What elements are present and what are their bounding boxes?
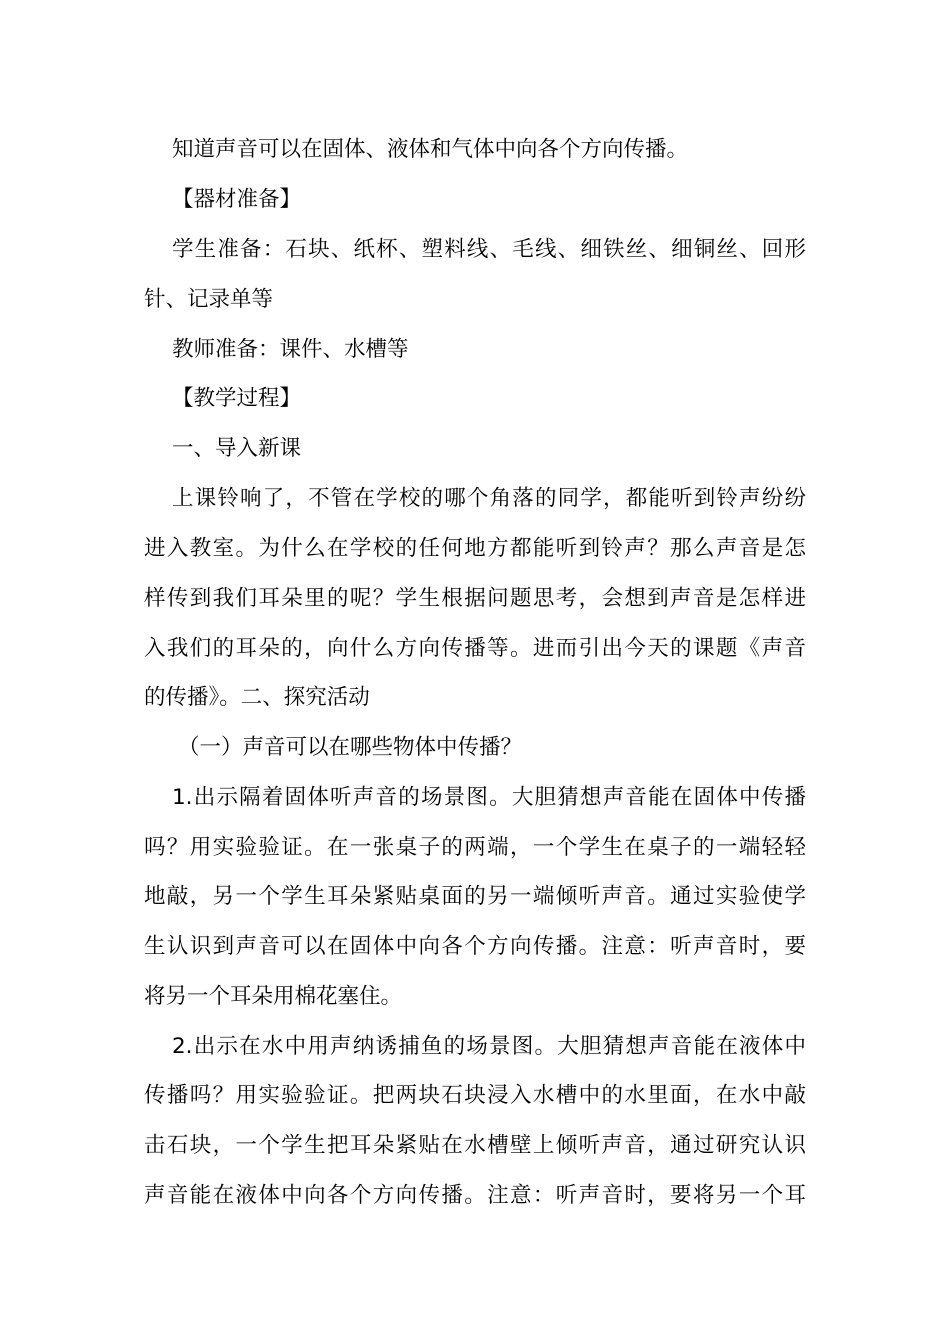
paragraph-line-18: 将另一个耳朵用棉花塞住。 <box>144 984 403 1009</box>
paragraph-line-10: 样传到我们耳朵里的呢？学生根据问题思考，会想到声音是怎样进 <box>144 586 806 611</box>
paragraph-line-8: 上课铃响了，不管在学校的哪个角落的同学，都能听到铃声纷纷 <box>172 486 806 511</box>
paragraph-line-19: 2.出示在水中用声纳诱捕鱼的场景图。大胆猜想声音能在液体中 <box>172 1034 806 1059</box>
paragraph-line-1: 知道声音可以在固体、液体和气体中向各个方向传播。 <box>172 137 689 162</box>
paragraph-line-5: 教师准备：课件、水槽等 <box>172 337 409 362</box>
paragraph-line-3: 学生准备：石块、纸杯、塑料线、毛线、细铁丝、细铜丝、回形 <box>172 237 806 262</box>
section-heading-materials: 【器材准备】 <box>172 187 302 212</box>
paragraph-line-15: 吗？用实验验证。在一张桌子的两端，一个学生在桌子的一端轻轻 <box>144 835 806 860</box>
paragraph-line-21: 击石块，一个学生把耳朵紧贴在水槽壁上倾听声音，通过研究认识 <box>144 1133 806 1158</box>
paragraph-line-20: 传播吗？用实验验证。把两块石块浸入水槽中的水里面，在水中敲 <box>144 1083 806 1108</box>
subsection-heading-1: （一）声音可以在哪些物体中传播？ <box>178 735 523 760</box>
paragraph-line-4: 针、记录单等 <box>144 287 274 312</box>
paragraph-line-22: 声音能在液体中向各个方向传播。注意：听声音时，要将另一个耳 <box>144 1183 806 1208</box>
paragraph-line-17: 生认识到声音可以在固体中向各个方向传播。注意：听声音时，要 <box>144 934 806 959</box>
paragraph-line-12: 的传播》。二、探究活动 <box>144 685 370 710</box>
paragraph-line-14: 1.出示隔着固体听声音的场景图。大胆猜想声音能在固体中传播 <box>172 785 806 810</box>
paragraph-line-9: 进入教室。为什么在学校的任何地方都能听到铃声？那么声音是怎 <box>144 536 806 561</box>
paragraph-line-16: 地敲，另一个学生耳朵紧贴桌面的另一端倾听声音。通过实验使学 <box>144 884 806 909</box>
paragraph-line-11: 入我们的耳朵的，向什么方向传播等。进而引出今天的课题《声音 <box>144 636 806 661</box>
section-heading-process: 【教学过程】 <box>172 386 302 411</box>
section-heading-intro: 一、导入新课 <box>172 436 302 461</box>
